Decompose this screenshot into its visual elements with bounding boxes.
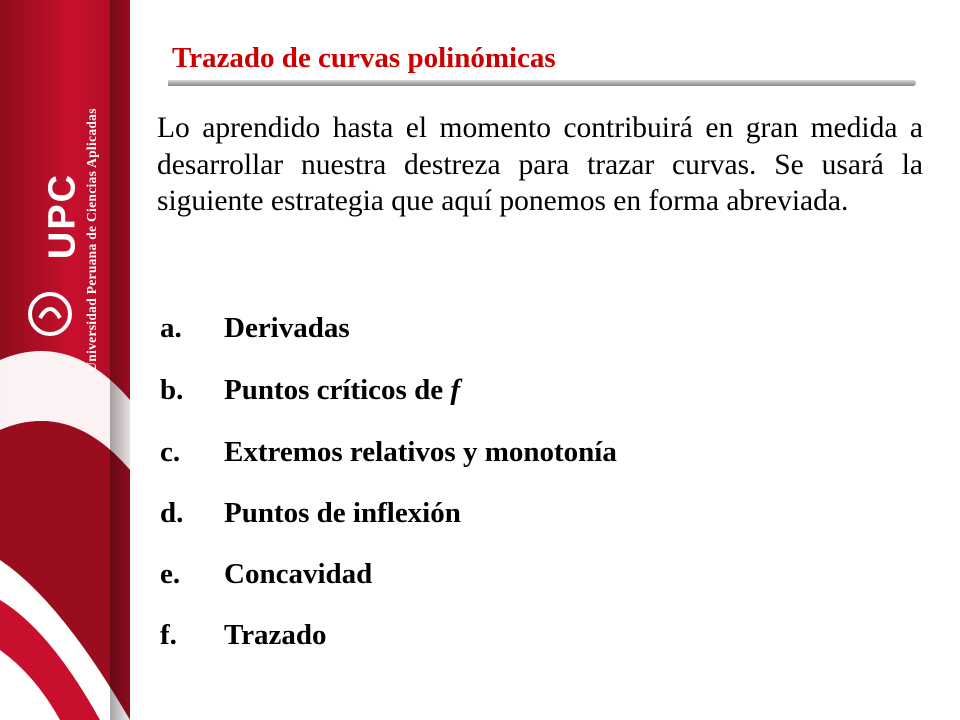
intro-paragraph: Lo aprendido hasta el momento contribuirá en gran medida a desarrollar nuestra destreza para trazar curvas. Se usará la siguiente estrategia que aquí ponemos en forma abreviada. bbox=[157, 112, 923, 217]
function-symbol: f bbox=[450, 374, 461, 406]
step-item-d bbox=[160, 497, 461, 530]
step-marker: c. bbox=[160, 436, 181, 468]
step-marker: f. bbox=[160, 619, 177, 651]
step-item-a bbox=[160, 312, 350, 345]
step-marker: a. bbox=[160, 312, 182, 344]
step-text: Extremos relativos y monotonía bbox=[224, 436, 617, 468]
step-text: Puntos críticos de bbox=[224, 374, 451, 406]
step-item-f bbox=[160, 619, 327, 652]
sidebar-edge-shadow bbox=[110, 0, 130, 720]
step-text: Concavidad bbox=[224, 558, 373, 590]
title-underline bbox=[168, 80, 916, 86]
step-text: Trazado bbox=[224, 619, 327, 651]
upc-logo-icon bbox=[26, 290, 74, 338]
step-item-b bbox=[160, 374, 460, 407]
step-text: Puntos de inflexión bbox=[224, 497, 461, 529]
step-item-c bbox=[160, 436, 617, 469]
brand-logo-text: UPC bbox=[41, 172, 84, 260]
step-marker: e. bbox=[160, 558, 181, 590]
university-sidebar-banner bbox=[0, 0, 130, 720]
step-marker: d. bbox=[160, 497, 184, 529]
brand-university-name: Universidad Peruana de Ciencias Aplicadas bbox=[84, 108, 99, 372]
slide-title: Trazado de curvas polinómicas bbox=[172, 42, 556, 74]
vertical-brand-block bbox=[12, 0, 112, 420]
step-marker: b. bbox=[160, 374, 184, 406]
step-text: Derivadas bbox=[224, 312, 350, 344]
step-item-e bbox=[160, 558, 372, 591]
